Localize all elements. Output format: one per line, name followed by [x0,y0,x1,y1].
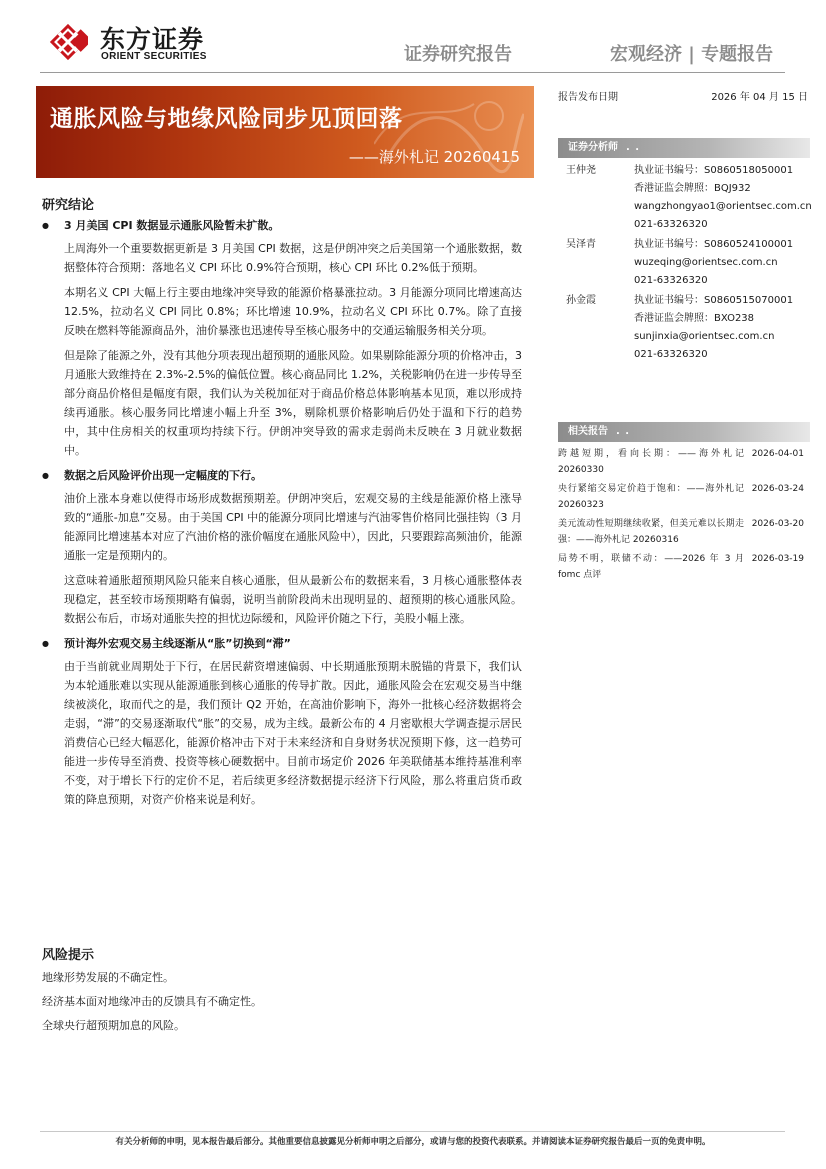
risk-item: 地缘形势发展的不确定性。 [42,971,174,984]
report-category: 宏观经济 | 专题报告 [610,44,774,65]
header-dots-icon: . . [616,426,631,437]
analyst-name: 孙金霞 [566,295,596,306]
risk-heading: 风险提示 [42,948,95,963]
related-reports-list [558,446,810,586]
orient-securities-logo-icon [48,22,88,62]
related-report-date: 2026-04-01 [751,449,804,459]
paragraph: 上周海外一个重要数据更新是 3 月美国 CPI 数据，这是伊朗冲突之后美国第一个通胀数据，数据整体符合预期：落地名义 CPI 环比 0.9%符合预期，核心 CPI 环比 0.2%低于预期。 [64,242,522,274]
paragraph: 油价上涨本身难以使得市场形成数据预期差。伊朗冲突后，宏观交易的主线是能源价格上涨导致的“通胀-加息”交易。由于美国 CPI 中的能源分项同比增速与汽油零售价格同比强挂钩（3 月能源同比增速基本对应了汽油价格的涨价幅度在通胀风险中），因此，只要跟踪高频油价，能源通胀一定是预期内的。 [64,492,522,562]
analysts-header-label: 证券分析师 [568,142,618,153]
report-subtitle: ——海外札记 20260415 [348,148,520,166]
brand-name-cn: 东方证券 [100,25,205,54]
page-header [0,0,826,80]
related-report-title[interactable]: 央行紧缩交易定价趋于饱和：——海外札记 20260323 [558,484,744,510]
related-report-title[interactable]: 跨越短期，看向长期：——海外札记 20260330 [558,449,744,475]
analyst-cert: 执业证书编号：S0860524100001 [634,239,794,250]
conclusion-heading: 研究结论 [42,198,95,213]
analyst-phone: 021-63326320 [634,275,708,286]
related-report-date: 2026-03-20 [751,519,804,529]
bullet-heading: ● 数据之后风险评价出现一定幅度的下行。 [40,466,522,485]
related-report-title[interactable]: 美元流动性短期继续收紧，但美元难以长期走强：——海外札记 20260316 [558,519,744,545]
related-header-label: 相关报告 [568,426,608,437]
conclusion-body [40,216,522,815]
analyst-license: 香港证监会牌照：BQJ932 [634,183,751,194]
analyst-phone: 021-63326320 [634,349,708,360]
analyst-email[interactable]: sunjinxia@orientsec.com.cn [634,331,775,342]
analyst-list [566,162,812,366]
analyst-email[interactable]: wuzeqing@orientsec.com.cn [634,257,778,268]
paragraph: 由于当前就业周期处于下行，在居民薪资增速偏弱、中长期通胀预期未脱锚的背景下，我们认为本轮通胀难以实现从能源通胀到核心通胀的传导扩散。因此，通胀风险会在宏观交易当中继续被淡化，取而代之的是，我们预计 Q2 开始，在高油价影响下，海外一批核心经济数据将会走弱，“滞”的交易逐渐取代“胀”的交易，成为主线。最新公布的 4 月密歇根大学调查提示居民消费信心已经大幅恶化，能源价格冲击下对于未来经济和自身财务状况预期下修，这一趋势可能进一步传导至消费、投资等核心硬数据中。目前市场定价 2026 年美联储基本维持基准利率不变，对于增长下行的定价不足，若后续更多经济数据提示经济下行风险，那么将重启货币政策的降息预期，对资产价格来说是利好。 [64,660,522,806]
brand-name-en: ORIENT SECURITIES [101,51,207,62]
risk-item: 经济基本面对地缘冲击的反馈具有不确定性。 [42,995,262,1008]
related-report-date: 2026-03-19 [751,554,804,564]
analyst-item [566,162,812,234]
related-report-item[interactable] [558,446,810,478]
analyst-item [566,236,812,290]
related-report-item[interactable] [558,551,810,583]
footer-divider [40,1131,785,1132]
risk-list [42,966,522,1038]
analyst-cert: 执业证书编号：S0860518050001 [634,165,794,176]
risk-item: 全球央行超预期加息的风险。 [42,1019,185,1032]
publish-date-value: 2026 年 04 月 15 日 [711,92,808,103]
related-report-item[interactable] [558,516,810,548]
related-reports-header [558,422,810,442]
analyst-email[interactable]: wangzhongyao1@orientsec.com.cn [634,201,812,212]
paragraph: 本期名义 CPI 大幅上行主要由地缘冲突导致的能源价格暴涨拉动。3 月能源分项同比增速高达 12.5%，拉动名义 CPI 同比 0.8%；环比增速 10.9%，拉动名义 CPI 环比 0.7%。除了直接反映在燃料等能源商品外，油价暴涨也迅速传导至核心服务中的交通运输服务相关分项。 [64,286,522,337]
analyst-license: 香港证监会牌照：BXO238 [634,313,755,324]
analyst-name: 王仲尧 [566,165,596,176]
footer-disclaimer: 有关分析师的申明，见本报告最后部分。其他重要信息披露见分析师申明之后部分，或请与您的投资代表联系。并请阅读本证券研究报告最后一页的免责申明。 [115,1137,711,1147]
header-dots-icon: . . [626,142,641,153]
analyst-cert: 执业证书编号：S0860515070001 [634,295,794,306]
title-banner [36,86,534,178]
analysts-header [558,138,810,158]
report-title: 通胀风险与地缘风险同步见顶回落 [50,106,403,132]
paragraph: 这意味着通胀超预期风险只能来自核心通胀，但从最新公布的数据来看，3 月核心通胀整体表现稳定，甚至较市场预期略有偏弱，说明当前阶段尚未出现明显的、超预期的核心通胀风险。数据公布后，市场对通胀失控的担忧边际缓和，风险评价随之下行，美股小幅上涨。 [64,574,522,625]
related-report-title[interactable]: 局势不明，联储不动：——2026 年 3 月 fomc 点评 [558,554,744,580]
report-type: 证券研究报告 [404,44,512,65]
bullet-heading: ● 预计海外宏观交易主线逐渐从“胀”切换到“滞” [40,634,522,653]
analyst-name: 吴泽青 [566,239,596,250]
header-divider [40,72,785,73]
related-report-date: 2026-03-24 [751,484,804,494]
analyst-item [566,292,812,364]
publish-date-label: 报告发布日期 [558,92,618,103]
paragraph: 但是除了能源之外，没有其他分项表现出超预期的通胀风险。如果剔除能源分项的价格冲击，3 月通胀大致维持在 2.3%-2.5%的偏低位置。核心商品同比 1.2%，关税影响仍在进一步传导至部分商品价格但是幅度有限，我们认为关税加征对于商品价格总体影响基本见顶，难以形成持续再通胀。核心服务同比增速小幅上升至 3%，剔除机票价格影响后仍处于温和下行的趋势中，其中住房相关的权重项均持续下行。伊朗冲突导致的需求走弱尚未反映在 3 月就业数据中。 [64,349,522,457]
bullet-heading: ● 3 月美国 CPI 数据显示通胀风险暂未扩散。 [40,216,522,235]
analyst-phone: 021-63326320 [634,219,708,230]
related-report-item[interactable] [558,481,810,513]
